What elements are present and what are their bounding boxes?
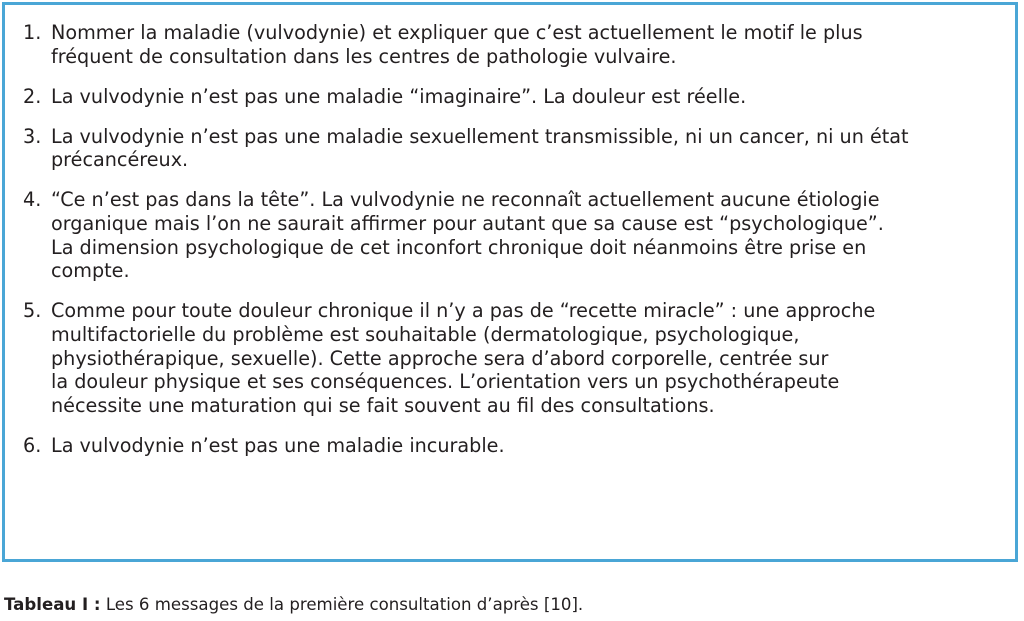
message-item [23, 85, 983, 109]
message-line: Nommer la maladie (vulvodynie) et expliquer que c’est actuellement le motif le plus [51, 21, 863, 44]
message-line: La vulvodynie n’est pas une maladie incurable. [51, 433, 505, 457]
message-number: 3. [23, 124, 42, 148]
message-number: 2. [23, 84, 42, 108]
messages-list [23, 21, 983, 474]
message-line: multifactorielle du problème est souhaitable (dermatologique, psychologique, [51, 322, 800, 346]
caption-label: Tableau I : [4, 595, 101, 614]
message-number: 4. [23, 188, 42, 212]
message-line: précancéreux. [51, 148, 189, 172]
message-item [23, 188, 983, 282]
message-line: La dimension psychologique de cet inconfort chronique doit néanmoins être prise en [51, 235, 867, 259]
message-line: Comme pour toute douleur chronique il n’y a pas de “recette miracle” : une approche [51, 299, 876, 323]
table-caption [4, 594, 583, 616]
message-line: compte. [51, 259, 130, 283]
message-item [23, 125, 983, 172]
message-line: la douleur physique et ses conséquences. L’orientation vers un psychothérapeute [51, 370, 840, 394]
message-line: fréquent de consultation dans les centres de pathologie vulvaire. [51, 44, 677, 68]
message-line: “Ce n’est pas dans la tête”. La vulvodynie ne reconnaît actuellement aucune étiologie [51, 188, 880, 212]
message-number: 6. [23, 433, 42, 457]
message-number: 1. [23, 21, 42, 44]
message-line: nécessite une maturation qui se fait souvent au fil des consultations. [51, 393, 715, 417]
caption-text: Les 6 messages de la première consultation d’après [10]. [100, 595, 584, 614]
message-item [23, 434, 983, 458]
message-item [23, 299, 983, 417]
message-line: La vulvodynie n’est pas une maladie sexuellement transmissible, ni un cancer, ni un état [51, 124, 909, 148]
message-line: physiothérapique, sexuelle). Cette approche sera d’abord corporelle, centrée sur [51, 346, 829, 370]
message-line: La vulvodynie n’est pas une maladie “imaginaire”. La douleur est réelle. [51, 84, 747, 108]
message-number: 5. [23, 299, 42, 323]
table-frame [2, 2, 1018, 562]
message-item [23, 21, 983, 68]
message-line: organique mais l’on ne saurait affirmer pour autant que sa cause est “psychologique”. [51, 212, 884, 236]
